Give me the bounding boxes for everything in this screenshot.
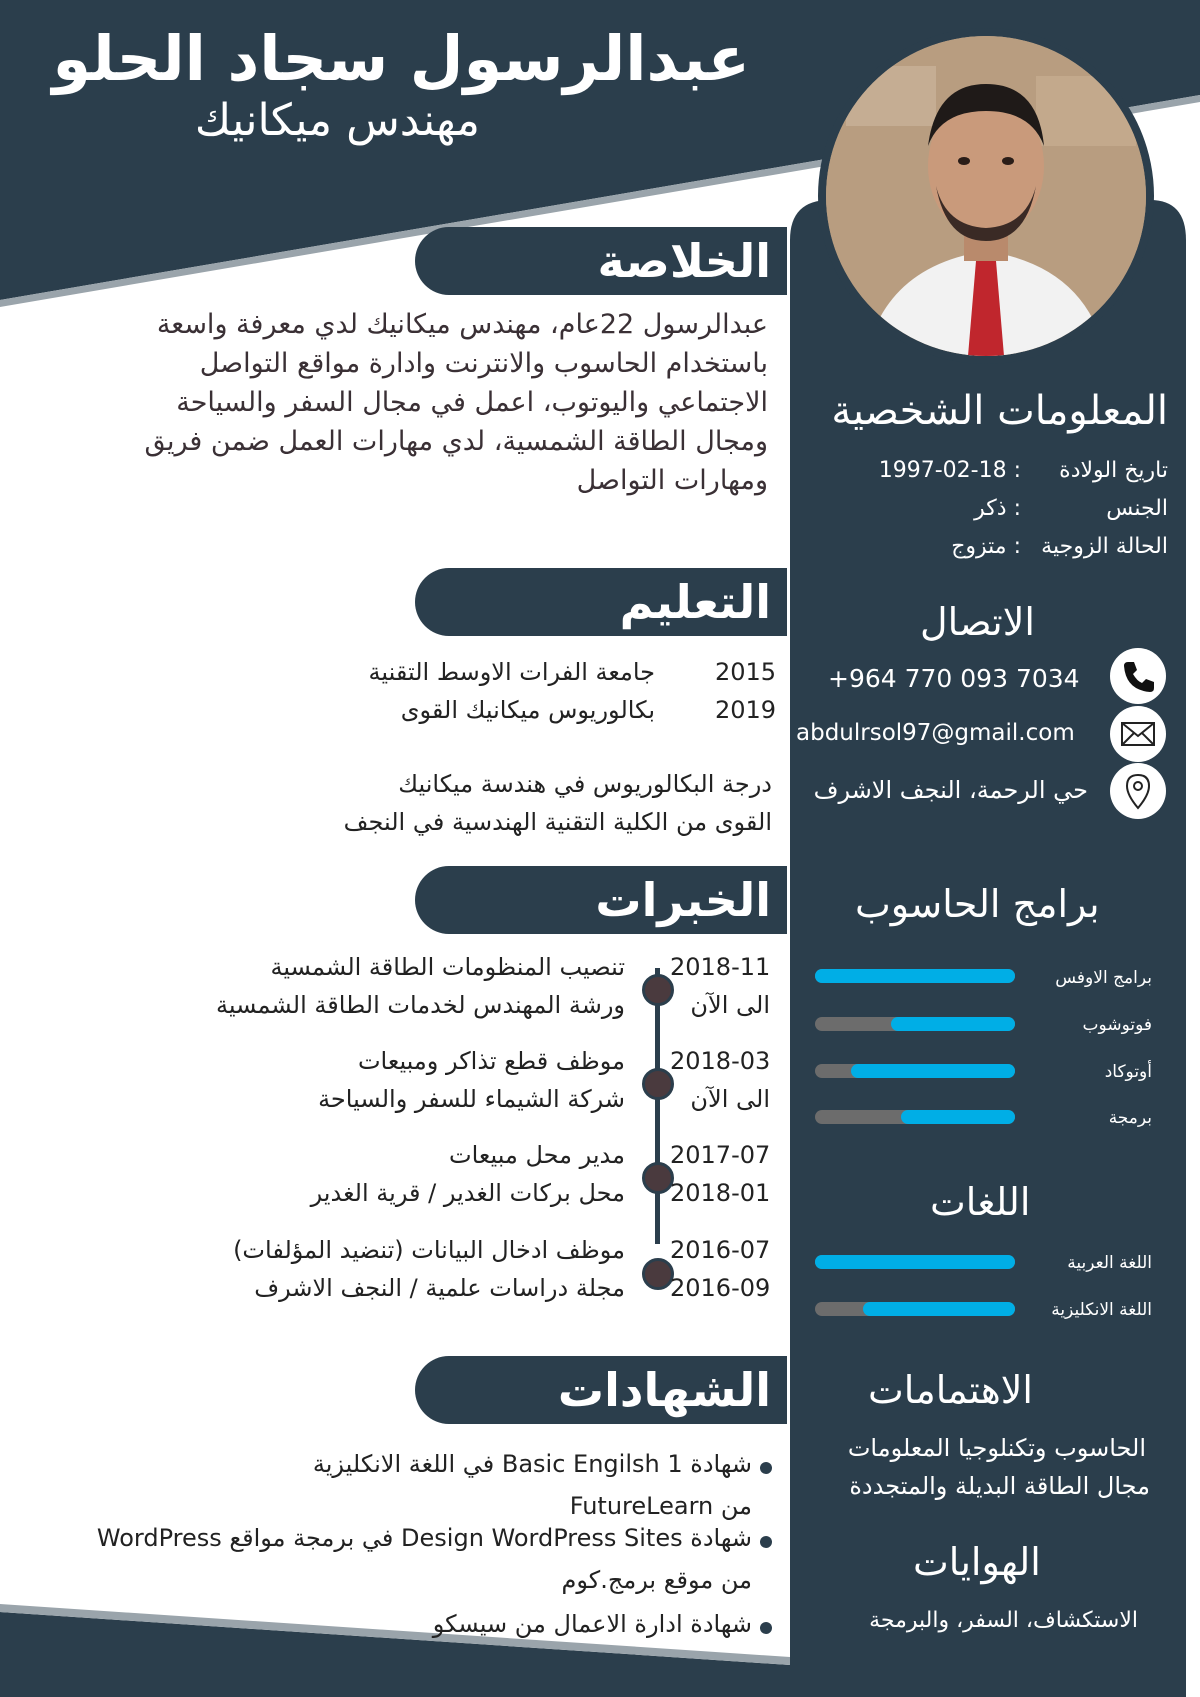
phone-number[interactable]: +964 770 093 7034 bbox=[828, 664, 1080, 693]
mail-icon bbox=[1110, 706, 1166, 762]
skill-bar bbox=[815, 1017, 1015, 1031]
software-heading: برامج الحاسوب bbox=[855, 882, 1100, 926]
experience-date-to: 2016-09 bbox=[670, 1274, 771, 1302]
personal-info-heading: المعلومات الشخصية bbox=[831, 388, 1168, 434]
education-description-line: القوى من الكلية التقنية الهندسية في النجف bbox=[343, 808, 772, 836]
experience-organization: شركة الشيماء للسفر والسياحة bbox=[318, 1085, 625, 1113]
education-heading: التعليم bbox=[415, 568, 787, 636]
summary-text bbox=[18, 305, 768, 500]
profile-photo bbox=[818, 28, 1154, 364]
language-label: اللغة الانكليزية bbox=[1051, 1300, 1152, 1320]
certificate-field: في اللغة الانكليزية bbox=[312, 1450, 495, 1478]
language-bar bbox=[815, 1255, 1015, 1269]
summary-line: عبدالرسول 22عام، مهندس ميكانيك لدي معرفة واسعة bbox=[156, 309, 768, 340]
contact-heading: الاتصال bbox=[920, 600, 1035, 644]
hobbies-text: الاستكشاف، السفر، والبرمجة bbox=[869, 1608, 1138, 1633]
birthdate-row bbox=[879, 458, 1168, 483]
experience-date-to: الى الآن bbox=[690, 1085, 770, 1113]
skill-label: أوتوكاد bbox=[1104, 1062, 1152, 1082]
marital-status-value: متزوج bbox=[951, 534, 1007, 559]
experience-organization: مجلة دراسات علمية / النجف الاشرف bbox=[254, 1274, 625, 1302]
language-bar-fill bbox=[863, 1302, 1015, 1316]
skill-label: فوتوشوب bbox=[1082, 1015, 1152, 1035]
hobbies-heading: الهوايات bbox=[913, 1540, 1041, 1584]
interest-line: الحاسوب وتكنلوجيا المعلومات bbox=[847, 1434, 1146, 1462]
location-pin-icon bbox=[1110, 763, 1166, 819]
skill-bar bbox=[815, 969, 1015, 983]
language-label: اللغة العربية bbox=[1067, 1253, 1152, 1273]
experience-date-to: الى الآن bbox=[690, 991, 770, 1019]
experience-role: موظف ادخال البيانات (تنضيد المؤلفات) bbox=[233, 1236, 625, 1264]
home-address: حي الرحمة، النجف الاشرف bbox=[813, 776, 1088, 804]
experience-date-from: 2016-07 bbox=[670, 1236, 771, 1264]
full-name: عبدالرسول سجاد الحلو bbox=[52, 22, 750, 95]
experience-role: مدير محل مبيعات bbox=[449, 1141, 625, 1169]
experience-date-from: 2018-03 bbox=[670, 1047, 771, 1075]
profile-photo-image bbox=[826, 36, 1146, 356]
certificate-prefix: شهادة bbox=[690, 1450, 752, 1478]
certificate-field: في برمجة مواقع WordPress bbox=[96, 1524, 394, 1552]
person-portrait-icon bbox=[826, 36, 1146, 356]
language-bar-fill bbox=[815, 1255, 1015, 1269]
summary-line: باستخدام الحاسوب والانترنت وادارة مواقع التواصل bbox=[199, 348, 768, 379]
education-degree: بكالوريوس ميكانيك القوى bbox=[400, 696, 655, 724]
skill-bar-fill bbox=[901, 1110, 1015, 1124]
gender-row bbox=[974, 496, 1168, 521]
certificate-course: Basic Engilsh 1 bbox=[501, 1450, 683, 1478]
separator: : bbox=[1006, 496, 1028, 521]
certificate-source: من FutureLearn bbox=[569, 1492, 752, 1520]
gender-label: الجنس bbox=[1106, 496, 1168, 521]
summary-heading: الخلاصة bbox=[415, 227, 787, 295]
bullet bbox=[760, 1622, 772, 1634]
separator: : bbox=[1006, 534, 1028, 559]
summary-line: ومجال الطاقة الشمسية، لدي مهارات العمل ضمن فريق bbox=[144, 426, 768, 457]
summary-line: الاجتماعي واليوتوب، اعمل في مجال السفر والسياحة bbox=[176, 387, 768, 418]
experience-date-from: 2018-11 bbox=[670, 953, 771, 981]
separator: : bbox=[1006, 458, 1028, 483]
skill-bar-fill bbox=[891, 1017, 1015, 1031]
email-address[interactable]: abdulrsol97@gmail.com bbox=[796, 720, 1075, 746]
language-bar bbox=[815, 1302, 1015, 1316]
job-title: مهندس ميكانيك bbox=[194, 95, 480, 146]
marital-status-row bbox=[951, 534, 1168, 559]
certificates-heading: الشهادات bbox=[415, 1356, 787, 1424]
skill-bar-fill bbox=[815, 969, 1015, 983]
skill-label: برمجة bbox=[1108, 1108, 1152, 1128]
education-description-line: درجة البكالوريوس في هندسة ميكانيك bbox=[398, 770, 772, 798]
certificate-line bbox=[313, 1450, 752, 1478]
education-institution: جامعة الفرات الاوسط التقنية bbox=[368, 658, 655, 686]
experience-timeline bbox=[655, 968, 660, 1244]
certificate-source: من موقع برمج.كوم bbox=[561, 1566, 752, 1594]
marital-status-label: الحالة الزوجية bbox=[1041, 534, 1168, 559]
birthdate-label: تاريخ الولادة bbox=[1059, 458, 1168, 483]
experience-heading: الخبرات bbox=[415, 866, 787, 934]
experience-date-to: 2018-01 bbox=[670, 1179, 771, 1207]
gender-value: ذكر bbox=[974, 496, 1007, 521]
experience-role: موظف قطع تذاكر ومبيعات bbox=[357, 1047, 625, 1075]
summary-line: ومهارات التواصل bbox=[576, 465, 768, 496]
phone-icon bbox=[1110, 648, 1166, 704]
certificate-line: شهادة ادارة الاعمال من سيسكو bbox=[432, 1610, 752, 1638]
education-year: 2015 bbox=[715, 658, 777, 686]
bullet bbox=[760, 1462, 772, 1474]
languages-heading: اللغات bbox=[930, 1180, 1031, 1224]
interests-heading: الاهتمامات bbox=[868, 1368, 1033, 1412]
skill-label: برامج الاوفس bbox=[1055, 968, 1152, 988]
skill-bar bbox=[815, 1110, 1015, 1124]
certificate-course: Design WordPress Sites bbox=[401, 1524, 683, 1552]
interest-line: مجال الطاقة البديلة والمتجددة bbox=[849, 1472, 1150, 1500]
birthdate-value: 1997-02-18 bbox=[878, 458, 1007, 483]
experience-role: تنصيب المنظومات الطاقة الشمسية bbox=[270, 953, 625, 981]
experience-organization: ورشة المهندس لخدمات الطاقة الشمسية bbox=[216, 991, 625, 1019]
experience-organization: محل بركات الغدير / قرية الغدير bbox=[310, 1179, 625, 1207]
skill-bar bbox=[815, 1064, 1015, 1078]
certificate-prefix: شهادة bbox=[690, 1524, 752, 1552]
skill-bar-fill bbox=[851, 1064, 1015, 1078]
bullet bbox=[760, 1536, 772, 1548]
experience-date-from: 2017-07 bbox=[670, 1141, 771, 1169]
education-year: 2019 bbox=[715, 696, 777, 724]
certificate-line bbox=[97, 1524, 752, 1552]
